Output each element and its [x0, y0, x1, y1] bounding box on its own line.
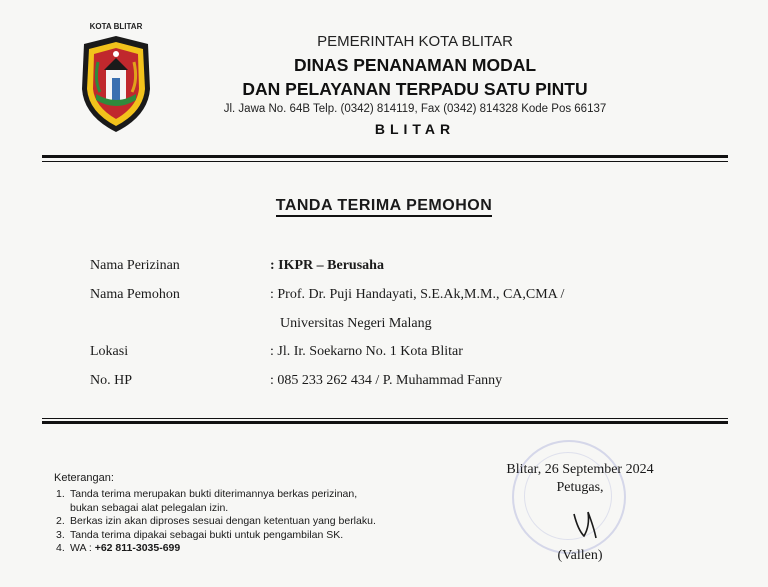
notes-list	[56, 488, 376, 556]
note-item	[56, 542, 376, 556]
note-text: Tanda terima merupakan bukti diterimannya berkas perizinan,	[70, 488, 358, 500]
city-logo	[72, 22, 160, 134]
footer-rule-thick	[42, 421, 728, 424]
field-label-phone: No. HP	[90, 373, 133, 388]
letterhead-city: BLITAR	[374, 121, 456, 137]
note-text: Berkas izin akan diproses sesuai dengan ketentuan yang berlaku.	[70, 515, 376, 527]
header-rule-thin	[42, 161, 728, 162]
note-text-continued: bukan sebagai alat pelegalan izin.	[70, 501, 229, 514]
note-number: 2.	[56, 515, 65, 527]
footer-rule-thin	[42, 418, 728, 419]
field-value-location: : Jl. Ir. Soekarno No. 1 Kota Blitar	[270, 344, 463, 359]
field-label-location: Lokasi	[90, 344, 129, 359]
whatsapp-number: +62 811-3035-699	[94, 542, 181, 554]
handwritten-signature	[566, 508, 606, 542]
note-item	[56, 515, 376, 529]
note-text: WA :	[70, 542, 95, 554]
letterhead-agency-line2: DAN PELAYANAN TERPADU SATU PINTU	[242, 79, 588, 99]
logo-caption: KOTA BLITAR	[89, 22, 143, 31]
note-number: 4.	[56, 542, 65, 554]
note-item	[56, 488, 376, 515]
field-value-applicant: : Prof. Dr. Puji Handayati, S.E.Ak,M.M., CA,CMA /	[270, 287, 565, 302]
notes-heading: Keterangan:	[54, 472, 114, 484]
document-title	[0, 197, 768, 215]
letterhead-address: Jl. Jawa No. 64B Telp. (0342) 814119, Fax (0342) 814328 Kode Pos 66137	[223, 103, 607, 115]
field-value-phone: : 085 233 262 434 / P. Muhammad Fanny	[270, 373, 503, 388]
letterhead-government: PEMERINTAH KOTA BLITAR	[317, 33, 513, 50]
signature-place-date: Blitar, 26 September 2024	[506, 462, 654, 477]
field-label-applicant: Nama Pemohon	[90, 287, 180, 302]
header-rule-thick	[42, 155, 728, 158]
field-value-applicant-line2: Universitas Negeri Malang	[280, 316, 432, 331]
signature-role: Petugas,	[556, 480, 604, 495]
document-title-text: TANDA TERIMA PEMOHON	[276, 197, 493, 217]
note-number: 3.	[56, 528, 65, 541]
note-item	[56, 529, 376, 543]
field-value-permit: : IKPR – Berusaha	[270, 258, 384, 273]
note-number: 1.	[56, 488, 65, 500]
letterhead-agency: DINAS PENANAMAN MODAL	[293, 55, 537, 75]
field-label-permit: Nama Perizinan	[90, 258, 180, 273]
signature-name: (Vallen)	[557, 548, 603, 563]
coat-of-arms-icon	[76, 34, 156, 134]
note-text: Tanda terima dipakai sebagai bukti untuk pengambilan SK.	[70, 528, 344, 541]
